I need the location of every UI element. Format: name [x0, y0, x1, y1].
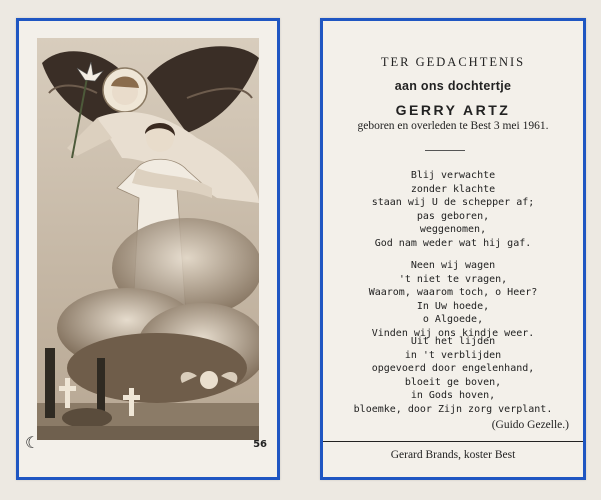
deceased-name: GERRY ARTZ	[395, 102, 511, 118]
poem-stanza-2	[323, 259, 583, 340]
poem-line: Uit het lijden	[410, 336, 496, 347]
footer-divider	[323, 441, 583, 442]
poem-line: Vinden wij ons kindje weer.	[371, 327, 535, 339]
poem-line: in Gods hoven,	[410, 390, 496, 401]
poem-author: (Guido Gezelle.)	[491, 419, 569, 431]
memorial-subheading: aan ons dochtertje	[394, 79, 512, 93]
publisher-logo-icon: ☾	[25, 433, 40, 452]
poem-line: bloeit ge boven,	[404, 376, 502, 388]
memorial-heading: TER GEDACHTENIS	[380, 55, 526, 69]
footer-text: Gerard Brands, koster Best	[390, 449, 516, 461]
poem-line: pas geboren,	[416, 210, 490, 222]
poem-stanza-1	[323, 169, 583, 250]
poem-line: 't niet te vragen,	[398, 273, 508, 285]
poem-line: In Uw hoede,	[416, 300, 490, 312]
poem-line: in 't verblijden	[404, 349, 502, 361]
poem-line: weggenomen,	[419, 224, 487, 235]
poem-line: bloemke, door Zijn zorg verplant.	[353, 403, 553, 415]
poem-line: staan wij U de schepper af;	[371, 197, 535, 208]
poem-line: Blij verwachte	[410, 170, 496, 181]
memorial-angel-illustration	[37, 38, 259, 440]
poem-line: zonder klachte	[410, 183, 496, 195]
card-number: 56	[253, 439, 267, 450]
text-card	[320, 18, 586, 480]
poem-line: Waarom, waarom toch, o Heer?	[368, 287, 538, 298]
poem-line: God nam weder wat hij gaf.	[374, 237, 532, 249]
divider	[425, 150, 465, 151]
birth-death-dates: geboren en overleden te Best 3 mei 1961.	[357, 120, 549, 132]
poem-line: o Algoede,	[422, 314, 484, 325]
poem-line: opgevoerd door engelenhand,	[371, 363, 535, 374]
poem-line: Neen wij wagen	[410, 260, 496, 271]
picture-card	[16, 18, 280, 480]
poem-stanza-3	[323, 335, 583, 416]
